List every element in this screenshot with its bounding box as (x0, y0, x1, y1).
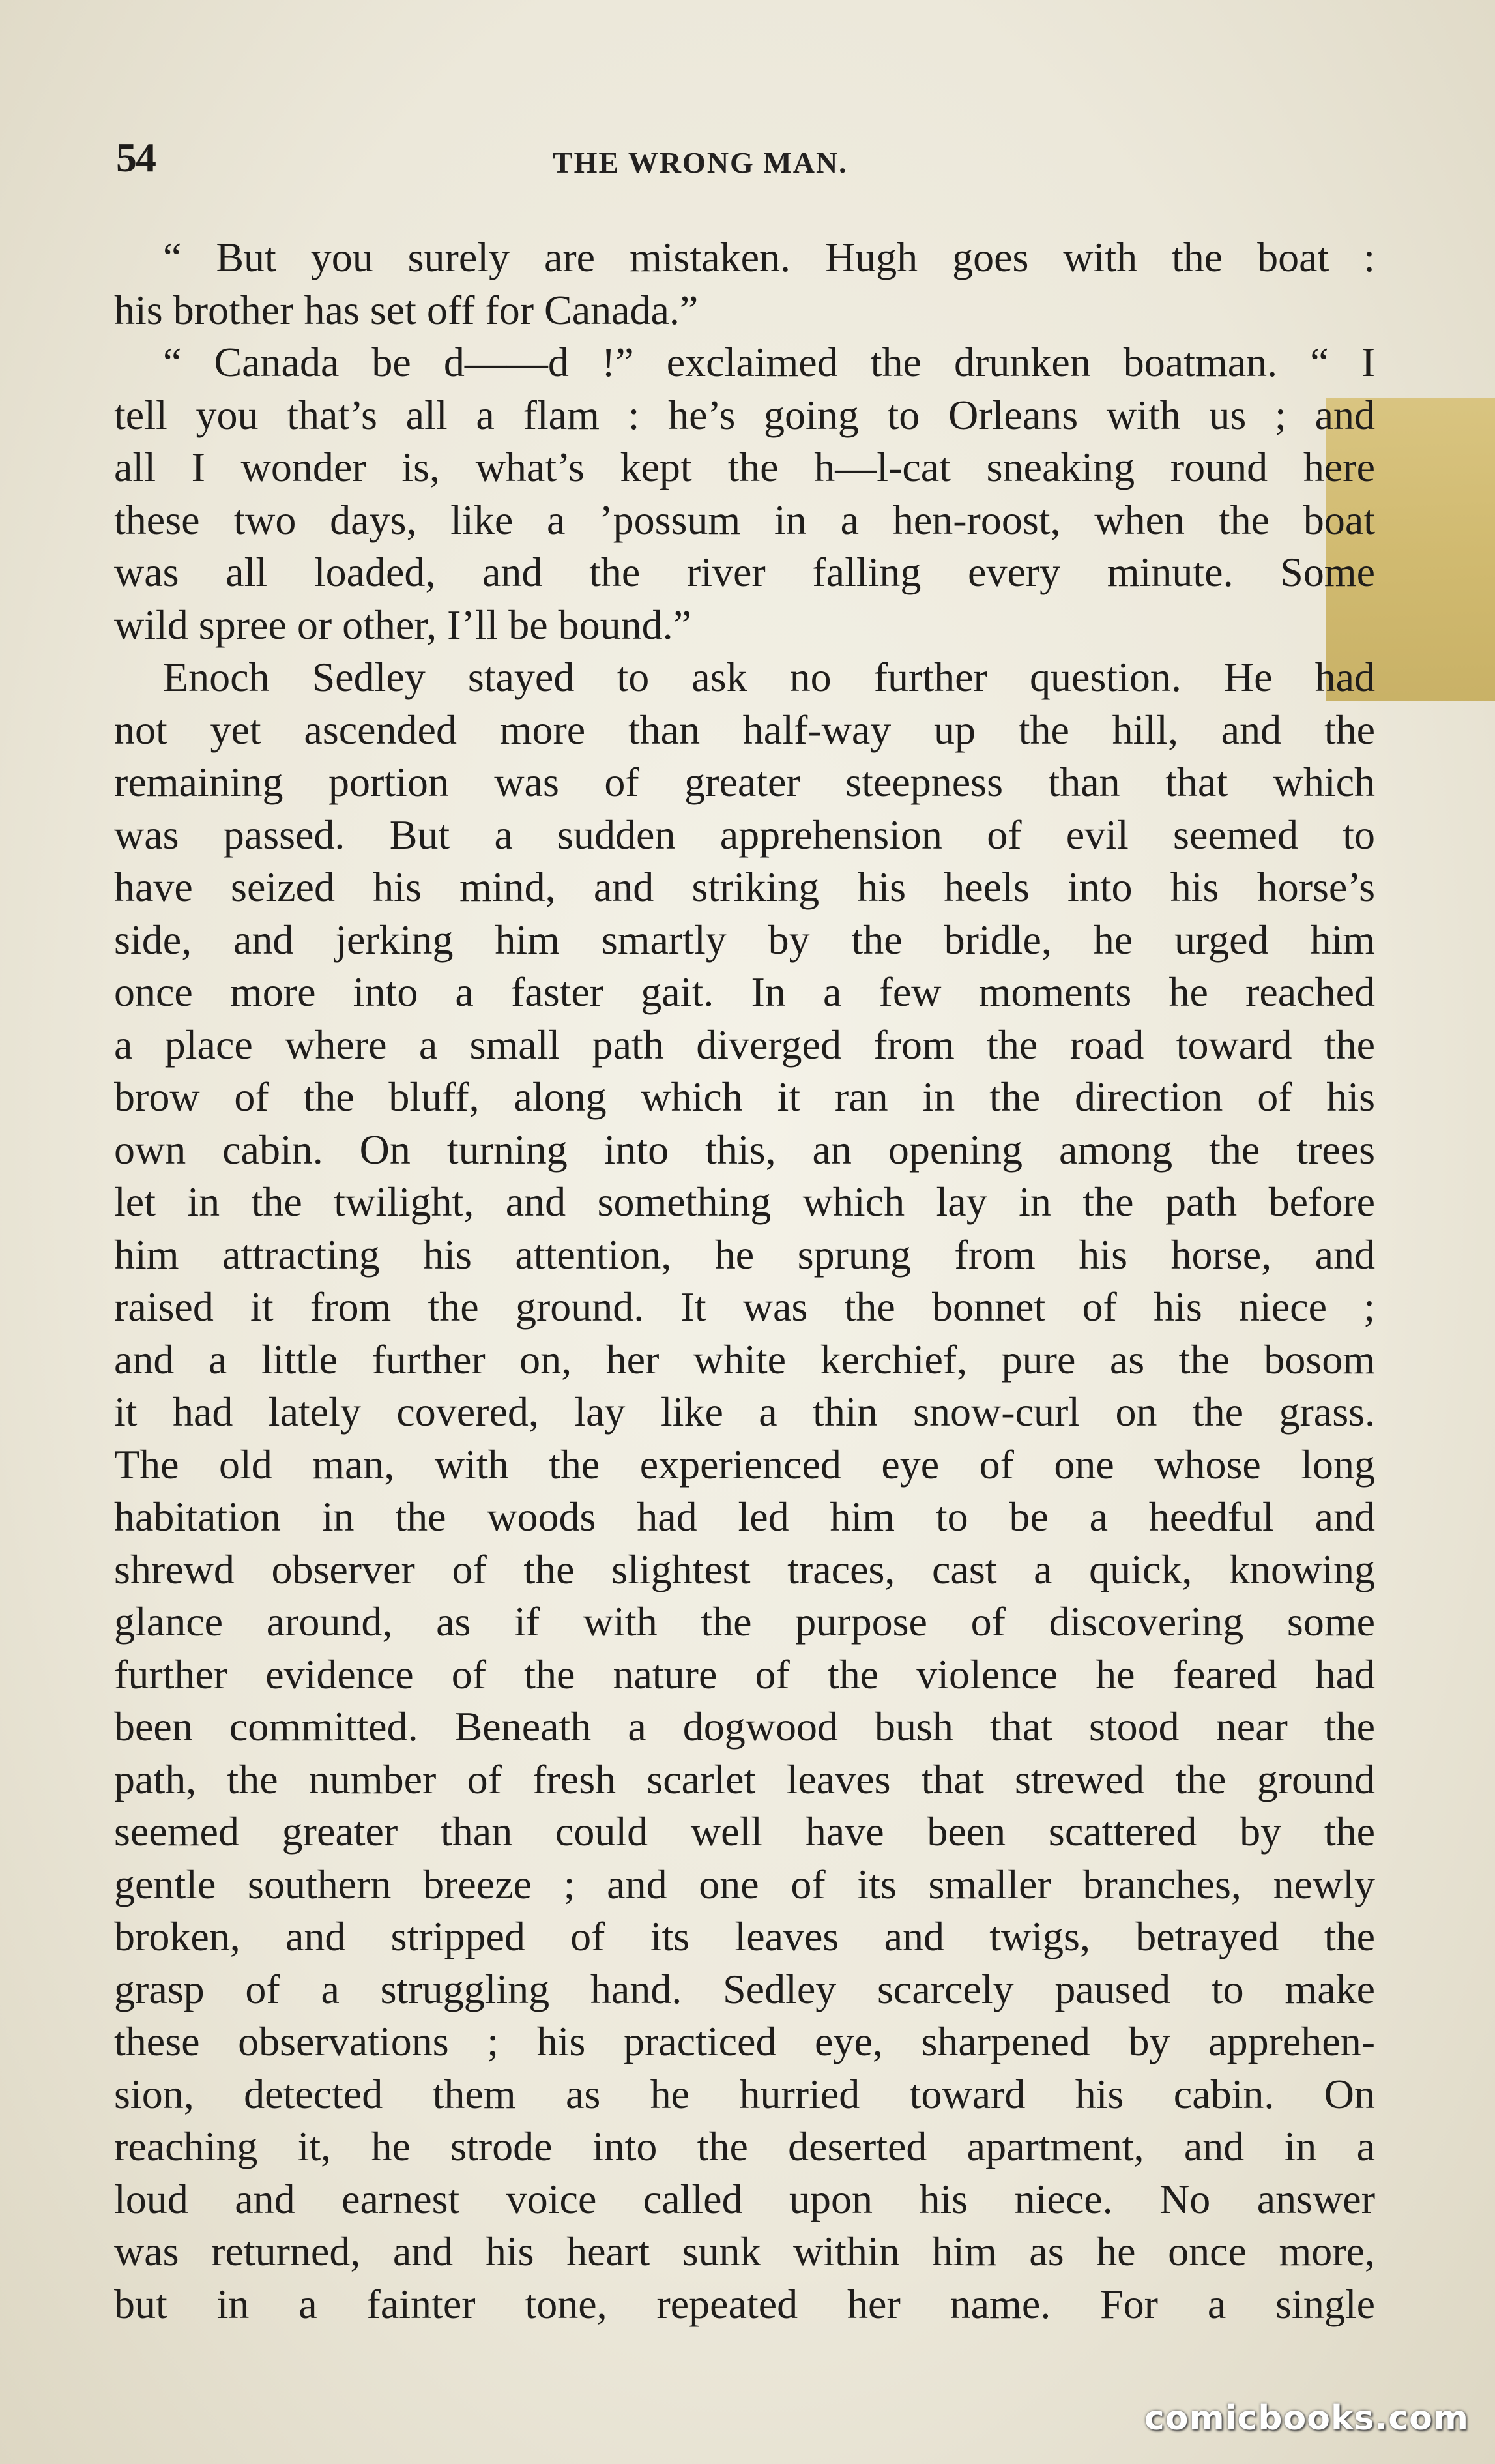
text-line: him attracting his attention, he sprung from his horse, and (114, 1231, 1375, 1278)
text-line: all I wonder is, what’s kept the h—l-cat sneaking round here (114, 444, 1375, 490)
text-line: reaching it, he strode into the deserted apartment, and in a (114, 2123, 1375, 2169)
text-line: further evidence of the nature of the violence he feared had (114, 1650, 1375, 1697)
text-line: wild spree or other, I’ll be bound.” (114, 601, 692, 648)
text-line: Enoch Sedley stayed to ask no further question. He had (163, 654, 1375, 700)
text-line: his brother has set off for Canada.” (114, 286, 699, 333)
text-line: habitation in the woods had led him to be a heedful and (114, 1493, 1375, 1540)
body-text (114, 231, 1375, 2330)
text-line: raised it from the ground. It was the bonnet of his niece ; (114, 1283, 1375, 1330)
text-line: “ Canada be d——d !” exclaimed the drunken boatman. “ I (163, 339, 1375, 385)
text-line: was returned, and his heart sunk within him as he once more, (114, 2228, 1375, 2274)
watermark: comicbooks.com (1144, 2399, 1469, 2438)
page-number: 54 (116, 134, 155, 181)
text-line: was passed. But a sudden apprehension of evil seemed to (114, 811, 1375, 858)
text-line: sion, detected them as he hurried toward his cabin. On (114, 2070, 1375, 2117)
text-line: glance around, as if with the purpose of discovering some (114, 1598, 1375, 1645)
text-line: but in a fainter tone, repeated her name. For a single (114, 2280, 1375, 2327)
text-line: “ But you surely are mistaken. Hugh goes with the boat : (163, 234, 1375, 280)
text-line: grasp of a struggling hand. Sedley scarcely paused to make (114, 1965, 1375, 2012)
text-line: was all loaded, and the river falling every minute. Some (114, 549, 1375, 595)
text-line: loud and earnest voice called upon his niece. No answer (114, 2175, 1375, 2222)
text-line: shrewd observer of the slightest traces, cast a quick, knowing (114, 1546, 1375, 1592)
text-line: let in the twilight, and something which lay in the path before (114, 1179, 1375, 1225)
text-line: have seized his mind, and striking his heels into his horse’s (114, 864, 1375, 910)
page-header (116, 134, 1377, 186)
text-line: not yet ascended more than half-way up the hill, and the (114, 706, 1375, 753)
text-line: broken, and stripped of its leaves and twigs, betrayed the (114, 1913, 1375, 1959)
text-line: The old man, with the experienced eye of one whose long (114, 1441, 1375, 1488)
text-line: these observations ; his practiced eye, sharpened by apprehen- (114, 2018, 1375, 2064)
text-line: seemed greater than could well have been scattered by the (114, 1808, 1375, 1855)
text-line: side, and jerking him smartly by the bridle, he urged him (114, 916, 1375, 963)
text-line: remaining portion was of greater steepness than that which (114, 759, 1375, 805)
text-line: path, the number of fresh scarlet leaves that strewed the ground (114, 1755, 1375, 1802)
text-line: these two days, like a ’possum in a hen-roost, when the boat (114, 496, 1375, 543)
text-line: brow of the bluff, along which it ran in the direction of his (114, 1074, 1375, 1120)
text-line: gentle southern breeze ; and one of its smaller branches, newly (114, 1860, 1375, 1907)
text-line: been committed. Beneath a dogwood bush that stood near the (114, 1703, 1375, 1750)
text-line: tell you that’s all a flam : he’s going to Orleans with us ; and (114, 391, 1375, 438)
text-line: own cabin. On turning into this, an opening among the trees (114, 1126, 1375, 1173)
text-line: once more into a faster gait. In a few moments he reached (114, 969, 1375, 1015)
text-line: it had lately covered, lay like a thin snow-curl on the grass. (114, 1388, 1375, 1435)
text-line: and a little further on, her white kerchief, pure as the bosom (114, 1336, 1375, 1383)
text-line: a place where a small path diverged from the road toward the (114, 1021, 1375, 1068)
running-title: THE WRONG MAN. (553, 146, 848, 179)
